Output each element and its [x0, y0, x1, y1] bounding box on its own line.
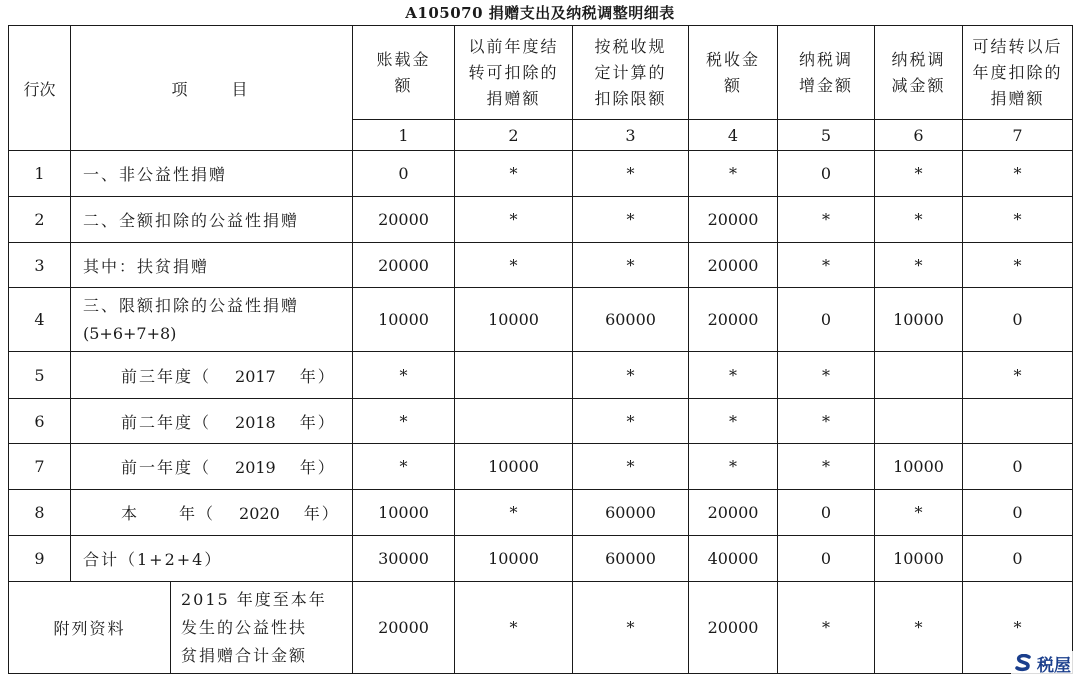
cell: *: [875, 197, 963, 243]
cell: 20000: [689, 582, 778, 674]
col-num-5: 5: [778, 120, 875, 151]
header-col-4: 税收金 额: [689, 26, 778, 120]
cell: 0: [963, 288, 1073, 352]
cell: 20000: [353, 582, 455, 674]
cell: *: [455, 582, 573, 674]
cell: 0: [353, 151, 455, 197]
cell: 0: [963, 536, 1073, 582]
header-col-7: 可结转以后 年度扣除的 捐赠额: [963, 26, 1073, 120]
row-item: 本 年（ 2020 年）: [71, 490, 353, 536]
cell: *: [963, 352, 1073, 399]
cell: *: [778, 399, 875, 444]
cell: 20000: [689, 197, 778, 243]
appendix-label: 附列资料: [9, 582, 171, 674]
cell: *: [573, 197, 689, 243]
cell: 60000: [573, 536, 689, 582]
row-item: 前一年度（ 2019 年）: [71, 444, 353, 490]
cell: *: [778, 352, 875, 399]
cell: *: [875, 243, 963, 288]
cell: *: [689, 151, 778, 197]
cell: [875, 352, 963, 399]
cell: *: [455, 197, 573, 243]
table-row: [9, 490, 1073, 536]
watermark-text: 税屋: [1037, 655, 1071, 676]
table-row: [9, 151, 1073, 197]
cell: 60000: [573, 288, 689, 352]
col-num-7: 7: [963, 120, 1073, 151]
cell: [963, 399, 1073, 444]
cell: *: [573, 399, 689, 444]
table-row: [9, 197, 1073, 243]
cell: *: [455, 243, 573, 288]
cell: *: [778, 582, 875, 674]
cell: 0: [778, 288, 875, 352]
cell: *: [353, 399, 455, 444]
donation-table: [8, 25, 1073, 674]
row-item: 前二年度（ 2018 年）: [71, 399, 353, 444]
cell: *: [353, 444, 455, 490]
cell: 10000: [875, 536, 963, 582]
cell: 0: [778, 151, 875, 197]
cell: 10000: [455, 536, 573, 582]
row-item: 二、全额扣除的公益性捐赠: [71, 197, 353, 243]
row-no: 9: [9, 536, 71, 582]
cell: 0: [963, 490, 1073, 536]
s-logo-icon: [1014, 654, 1034, 672]
cell: 10000: [353, 288, 455, 352]
cell: 20000: [689, 243, 778, 288]
row-item: 一、非公益性捐赠: [71, 151, 353, 197]
col-num-2: 2: [455, 120, 573, 151]
cell: [875, 399, 963, 444]
cell: 20000: [689, 288, 778, 352]
row-item: 其中：扶贫捐赠: [71, 243, 353, 288]
header-col-2: 以前年度结 转可扣除的 捐赠额: [455, 26, 573, 120]
cell: *: [689, 352, 778, 399]
cell: 20000: [353, 197, 455, 243]
row-no: 8: [9, 490, 71, 536]
cell: *: [875, 151, 963, 197]
cell: *: [353, 352, 455, 399]
cell: *: [573, 151, 689, 197]
cell: *: [875, 582, 963, 674]
cell: *: [963, 582, 1073, 674]
row-no: 1: [9, 151, 71, 197]
watermark: [1011, 651, 1074, 675]
cell: *: [573, 582, 689, 674]
table-row: [9, 352, 1073, 399]
col-num-3: 3: [573, 120, 689, 151]
cell: 10000: [875, 288, 963, 352]
row-no: 7: [9, 444, 71, 490]
cell: [455, 352, 573, 399]
cell: *: [778, 243, 875, 288]
col-num-6: 6: [875, 120, 963, 151]
header-col-5: 纳税调 增金额: [778, 26, 875, 120]
row-item: 前三年度（ 2017 年）: [71, 352, 353, 399]
cell: 10000: [455, 288, 573, 352]
table-row: [9, 243, 1073, 288]
row-no: 4: [9, 288, 71, 352]
cell: *: [573, 444, 689, 490]
table-row: [9, 399, 1073, 444]
cell: 20000: [353, 243, 455, 288]
cell: *: [875, 490, 963, 536]
cell: *: [689, 444, 778, 490]
header-item: 项 目: [71, 26, 353, 151]
header-row-no: 行次: [9, 26, 71, 151]
appendix-desc: 2015 年度至本年 发生的公益性扶 贫捐赠合计金额: [171, 582, 353, 674]
cell: *: [455, 490, 573, 536]
cell: *: [573, 352, 689, 399]
col-num-4: 4: [689, 120, 778, 151]
cell: 0: [778, 490, 875, 536]
row-no: 2: [9, 197, 71, 243]
row-item: 合计（1+2+4）: [71, 536, 353, 582]
cell: 20000: [689, 490, 778, 536]
cell: 10000: [353, 490, 455, 536]
row-no: 3: [9, 243, 71, 288]
header-col-1: 账载金 额: [353, 26, 455, 120]
table-row: [9, 288, 1073, 352]
appendix-row: [9, 582, 1073, 674]
cell: *: [778, 444, 875, 490]
cell: *: [689, 399, 778, 444]
row-no: 5: [9, 352, 71, 399]
table-row: [9, 536, 1073, 582]
cell: [455, 399, 573, 444]
cell: 60000: [573, 490, 689, 536]
cell: *: [963, 243, 1073, 288]
table-row: [9, 444, 1073, 490]
cell: 10000: [875, 444, 963, 490]
cell: *: [455, 151, 573, 197]
cell: *: [573, 243, 689, 288]
cell: 0: [963, 444, 1073, 490]
cell: *: [963, 197, 1073, 243]
row-no: 6: [9, 399, 71, 444]
row-item: 三、限额扣除的公益性捐赠 (5+6+7+8): [71, 288, 353, 352]
cell: 0: [778, 536, 875, 582]
header-col-3: 按税收规 定计算的 扣除限额: [573, 26, 689, 120]
cell: *: [963, 151, 1073, 197]
col-num-1: 1: [353, 120, 455, 151]
header-col-6: 纳税调 减金额: [875, 26, 963, 120]
cell: 40000: [689, 536, 778, 582]
cell: 30000: [353, 536, 455, 582]
cell: *: [778, 197, 875, 243]
table-title: A105070 捐赠支出及纳税调整明细表: [405, 4, 675, 22]
cell: 10000: [455, 444, 573, 490]
